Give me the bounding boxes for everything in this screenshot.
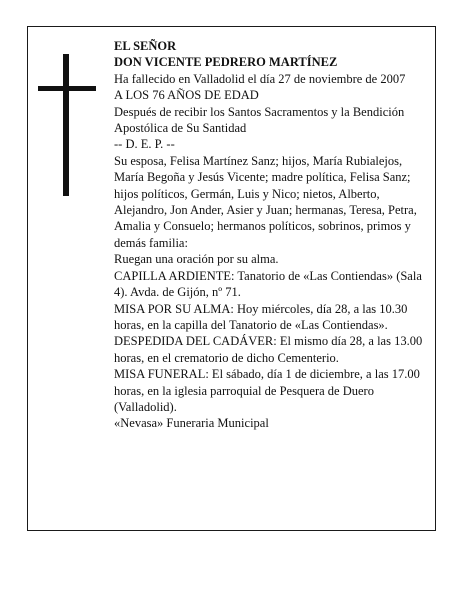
cross-icon-bar bbox=[38, 86, 96, 91]
family-list: Su esposa, Felisa Martínez Sanz; hijos, María Rubialejos, María Begoña y Jesús Vicente; madre política, Felisa Sanz; hijos políticos, Germán, Luis y Nico; nietos, Alberto, Alejandro, Jon Ander, Asier y Juan; hermanas, Teresa, Petra, Amalia y Consuelo; hermanos políticos, sobrinos, primos y demás familia: bbox=[114, 153, 417, 250]
age-statement: A LOS 76 AÑOS DE EDAD bbox=[114, 88, 259, 103]
chapel-info: CAPILLA ARDIENTE: Tanatorio de «Las Contiendas» (Sala 4). Avda. de Gijón, nº 71. bbox=[114, 268, 422, 300]
funeral-home: «Nevasa» Funeraria Municipal bbox=[114, 416, 269, 431]
obituary-text bbox=[114, 38, 426, 432]
notice-title: EL SEÑOR bbox=[114, 39, 177, 53]
sacraments-statement: Después de recibir los Santos Sacramentos y la Bendición Apostólica de Su Santidad bbox=[114, 104, 405, 136]
cross-icon bbox=[63, 54, 69, 196]
death-statement: Ha fallecido en Valladolid el día 27 de noviembre de 2007 bbox=[114, 71, 406, 86]
funeral-mass-info: MISA FUNERAL: El sábado, día 1 de diciembre, a las 17.00 horas, en la iglesia parroquial de Pesquera de Duero (Valladolid). bbox=[114, 367, 420, 414]
deceased-name: DON VICENTE PEDRERO MARTÍNEZ bbox=[114, 55, 338, 70]
rip-line: -- D. E. P. -- bbox=[114, 137, 175, 152]
farewell-info: DESPEDIDA DEL CADÁVER: El mismo día 28, a las 13.00 horas, en el crematorio de dicho Cementerio. bbox=[114, 334, 423, 365]
mass-info: MISA POR SU ALMA: Hoy miércoles, día 28, a las 10.30 horas, en la capilla del Tanatorio de «Las Contiendas». bbox=[114, 301, 408, 332]
prayer-request: Ruegan una oración por su alma. bbox=[114, 252, 279, 267]
